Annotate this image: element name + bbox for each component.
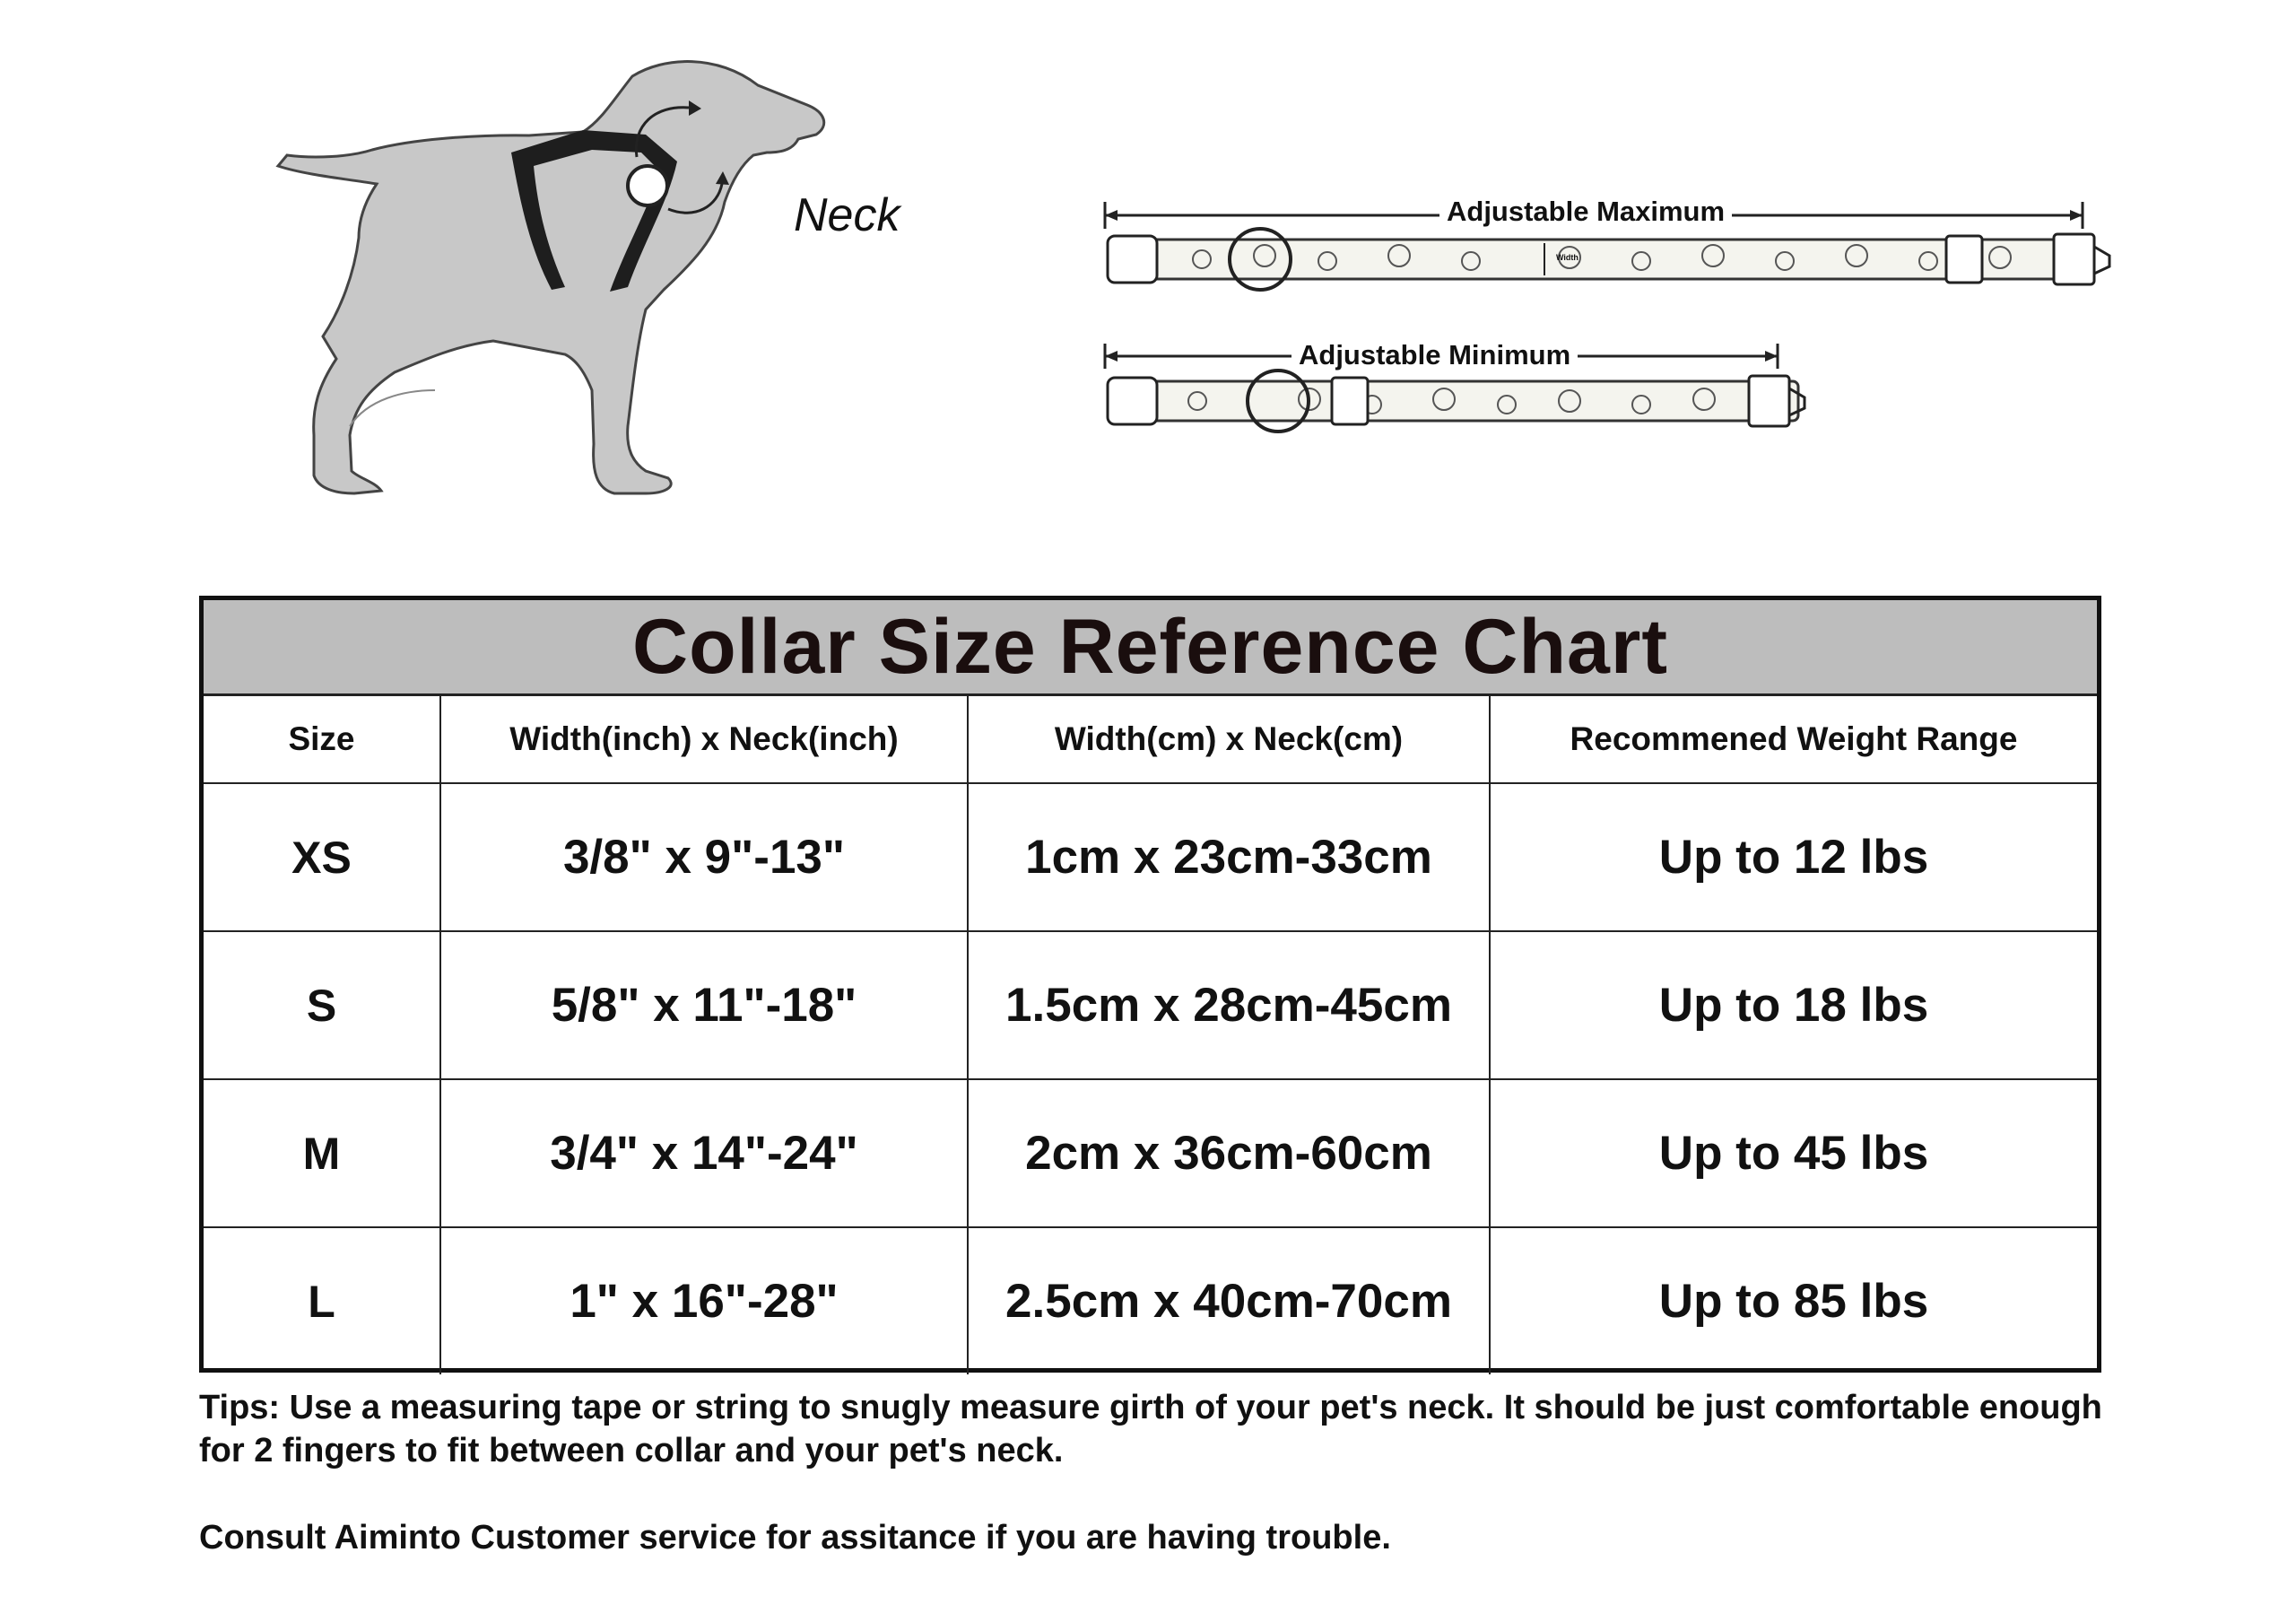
size-cell: XS: [204, 783, 440, 931]
cm-cell: 2cm x 36cm-60cm: [968, 1079, 1490, 1227]
chart-title: Collar Size Reference Chart: [204, 600, 2097, 695]
header-row: [204, 695, 2097, 784]
neck-label: Neck: [794, 189, 900, 241]
table-row: [204, 1079, 2097, 1227]
weight-cell: Up to 85 lbs: [1490, 1227, 2097, 1374]
header-weight-range: Recommened Weight Range: [1490, 695, 2097, 784]
weight-cell: Up to 45 lbs: [1490, 1079, 2097, 1227]
size-table: [204, 600, 2097, 1374]
size-chart-table: [199, 596, 2101, 1373]
cm-cell: 1.5cm x 28cm-45cm: [968, 931, 1490, 1079]
table-row: [204, 783, 2097, 931]
header-width-neck-cm: Width(cm) x Neck(cm): [968, 695, 1490, 784]
inch-cell: 5/8" x 11"-18": [440, 931, 968, 1079]
header-size: Size: [204, 695, 440, 784]
adjustable-minimum-label: Adjustable Minimum: [1292, 339, 1578, 371]
weight-cell: Up to 12 lbs: [1490, 783, 2097, 931]
table-row: [204, 1227, 2097, 1374]
size-cell: S: [204, 931, 440, 1079]
inch-cell: 3/8" x 9"-13": [440, 783, 968, 931]
header-width-neck-inch: Width(inch) x Neck(inch): [440, 695, 968, 784]
weight-cell: Up to 18 lbs: [1490, 931, 2097, 1079]
dog-illustration: [269, 49, 933, 516]
size-cell: L: [204, 1227, 440, 1374]
inch-cell: 1" x 16"-28": [440, 1227, 968, 1374]
neck-ring: [628, 166, 667, 205]
table-row: [204, 931, 2097, 1079]
tips-text: Tips: Use a measuring tape or string to snugly measure girth of your pet's neck. It should be just comfortable enough for 2 fingers to fit between collar and your pet's neck.: [199, 1389, 2102, 1469]
inch-cell: 3/4" x 14"-24": [440, 1079, 968, 1227]
collar-width-label: Width: [1556, 253, 1578, 262]
size-cell: M: [204, 1079, 440, 1227]
adjustable-maximum-label: Adjustable Maximum: [1439, 196, 1732, 228]
consult-text: Consult Aiminto Customer service for assitance if you are having trouble.: [199, 1519, 1391, 1557]
cm-cell: 2.5cm x 40cm-70cm: [968, 1227, 1490, 1374]
cm-cell: 1cm x 23cm-33cm: [968, 783, 1490, 931]
